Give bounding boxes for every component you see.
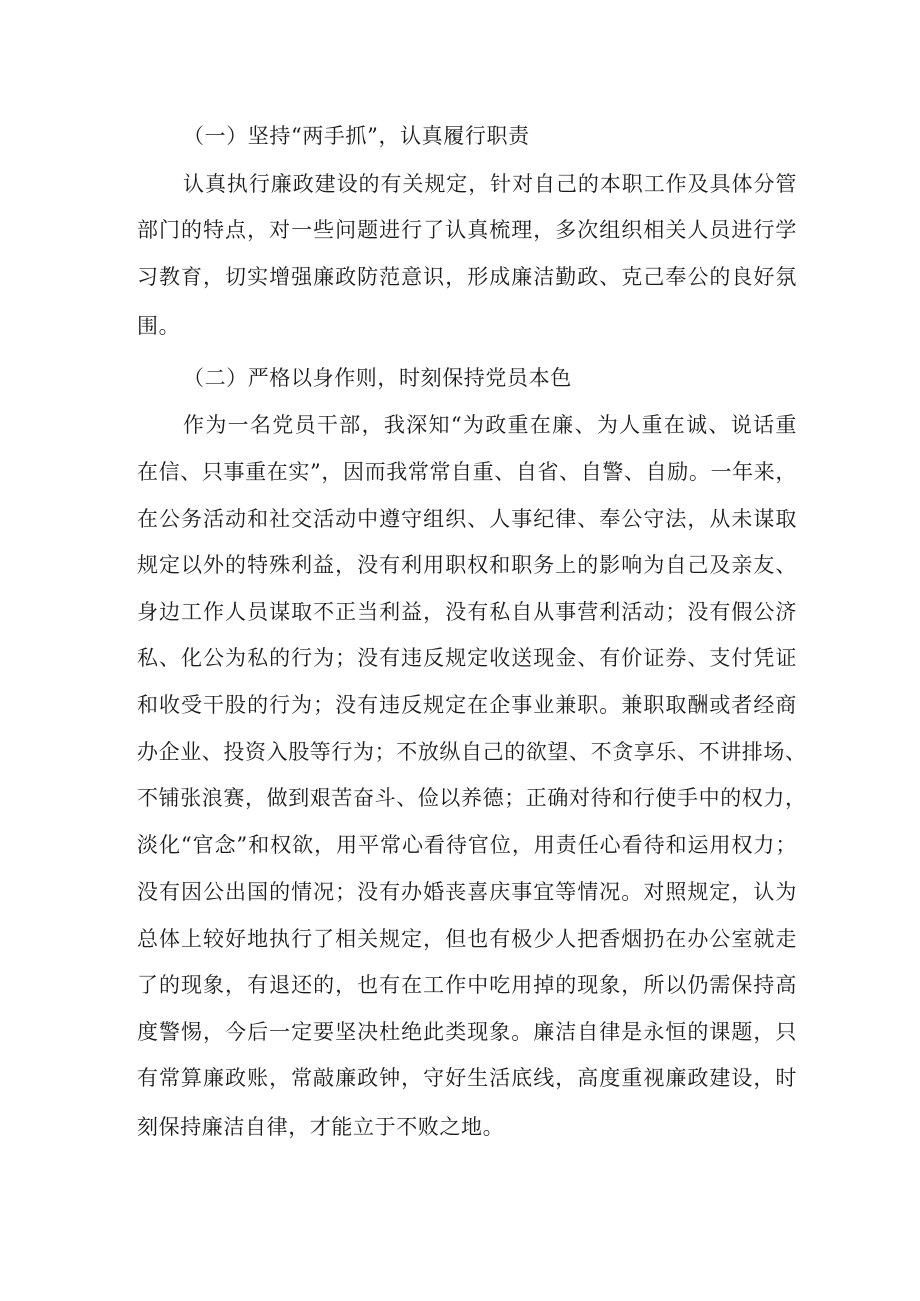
section-2-line-2: 在信、只事重在实”，因而我常常自重、自省、自警、自励。一年来， — [137, 460, 797, 484]
section-2-line-9: 不铺张浪赛，做到艰苦奋斗、俭以养德；正确对待和行使手中的权力， — [137, 786, 807, 810]
section-2-line-11: 没有因公出国的情况；没有办婚丧喜庆事宜等情况。对照规定，认为 — [137, 880, 797, 904]
section-1-line-3: 习教育，切实增强廉政防范意识，形成廉洁勤政、克己奉公的良好氛 — [137, 265, 797, 289]
section-1-line-2: 部门的特点，对一些问题进行了认真梳理，多次组织相关人员进行学 — [137, 218, 797, 242]
section-1-heading: （一）坚持“两手抓”，认真履行职责 — [183, 124, 530, 148]
section-2-line-14: 度警惕，今后一定要坚决杜绝此类现象。廉洁自律是永恒的课题，只 — [137, 1020, 797, 1044]
section-2-line-15: 有常算廉政账，常敲廉政钟，守好生活底线，高度重视廉政建设，时 — [137, 1066, 797, 1090]
section-2-line-6: 私、化公为私的行为；没有违反规定收送现金、有价证券、支付凭证 — [137, 646, 797, 670]
section-1-line-4: 围。 — [137, 314, 181, 338]
section-2-line-5: 身边工作人员谋取不正当利益，没有私自从事营利活动；没有假公济 — [137, 600, 797, 624]
section-2-line-1: 作为一名党员干部，我深知“为政重在廉、为人重在诚、说话重 — [183, 413, 797, 437]
section-2-heading: （二）严格以身作则，时刻保持党员本色 — [183, 366, 572, 390]
section-2-line-16: 刻保持廉洁自律，才能立于不败之地。 — [137, 1115, 505, 1139]
section-2-line-12: 总体上较好地执行了相关规定，但也有极少人把香烟扔在办公室就走 — [137, 927, 797, 951]
section-2-line-10: 淡化“官念”和权欲，用平常心看待官位，用责任心看待和运用权力； — [137, 833, 797, 857]
section-2-line-3: 在公务活动和社交活动中遵守组织、人事纪律、奉公守法，从未谋取 — [137, 507, 797, 531]
section-2-line-13: 了的现象，有退还的，也有在工作中吃用掉的现象，所以仍需保持高 — [137, 973, 797, 997]
section-2-line-7: 和收受干股的行为；没有违反规定在企事业兼职。兼职取酬或者经商 — [137, 693, 797, 717]
section-1-line-1: 认真执行廉政建设的有关规定，针对自己的本职工作及具体分管 — [183, 172, 797, 196]
section-2-line-8: 办企业、投资入股等行为；不放纵自己的欲望、不贪享乐、不讲排场、 — [137, 740, 807, 764]
section-2-line-4: 规定以外的特殊利益，没有利用职权和职务上的影响为自己及亲友、 — [137, 553, 797, 577]
